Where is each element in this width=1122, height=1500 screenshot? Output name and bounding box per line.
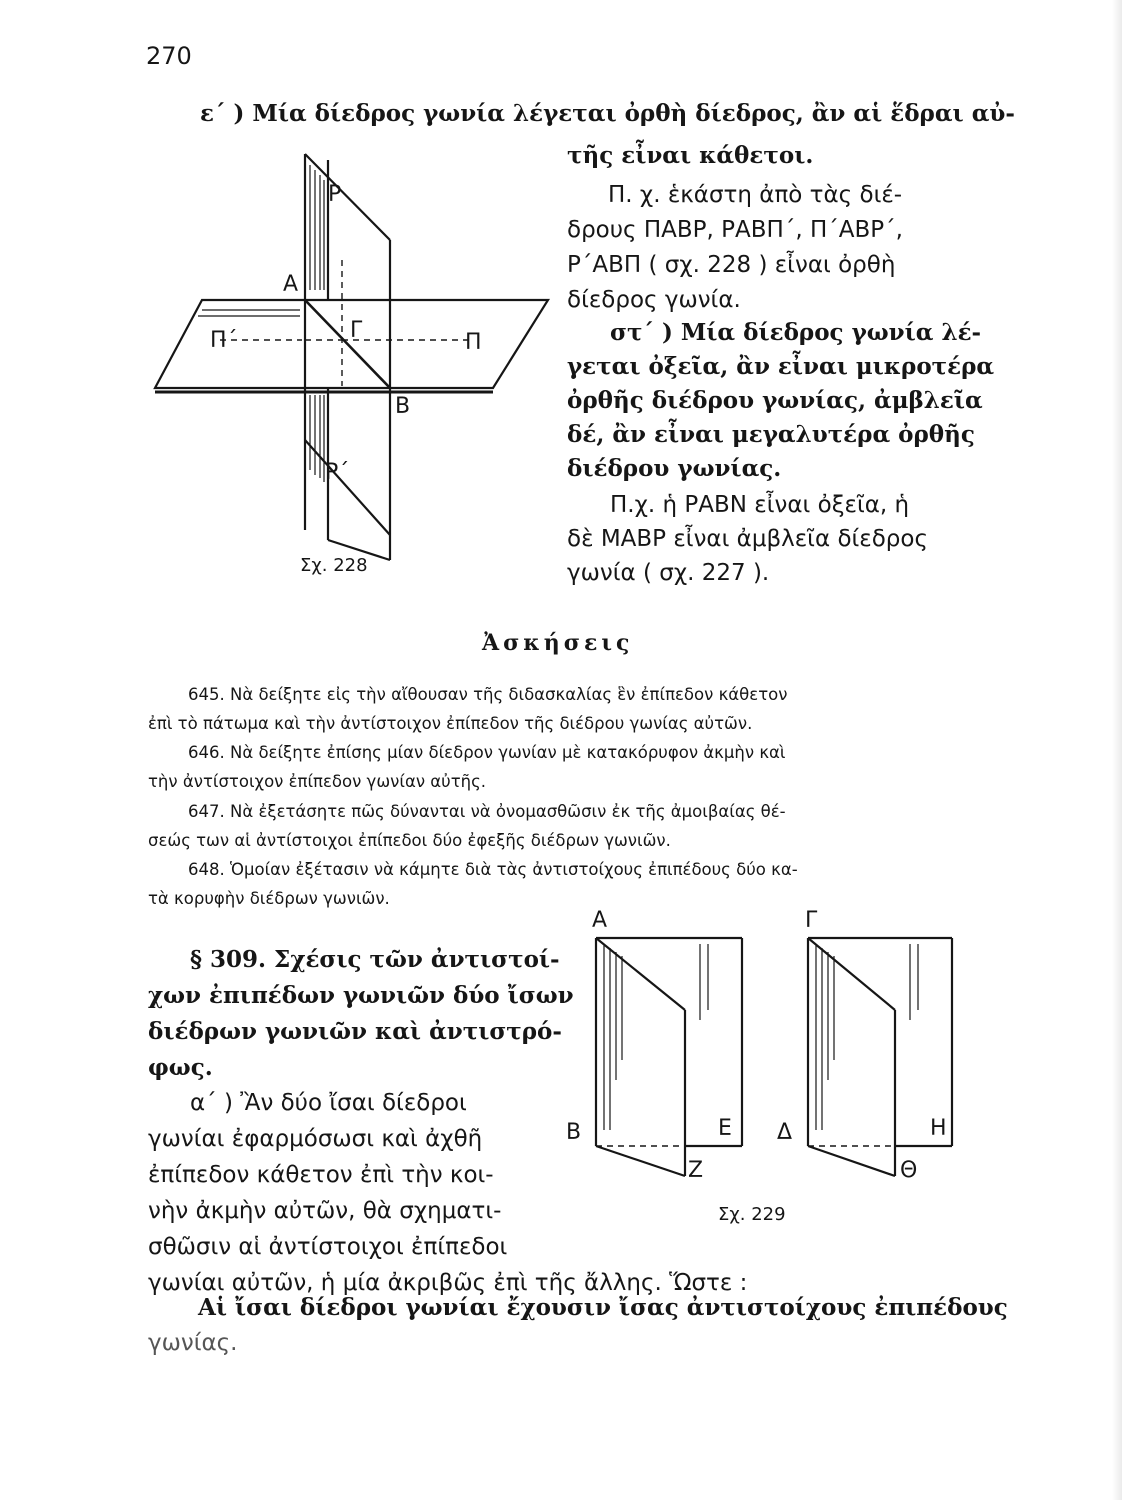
fig229-caption: Σχ. 229: [718, 1204, 786, 1225]
fig228-caption: Σχ. 228: [300, 555, 368, 576]
fig228-label-P-bottom: Ρ΄: [325, 460, 350, 485]
section-309-body-line: γωνίαι αὐτῶν, ἡ μία ἀκριβῶς ἐπὶ τῆς ἄλλης. Ὥστε :: [148, 1270, 748, 1296]
fig229-label-Gamma: Γ: [805, 908, 818, 933]
section-309-conclusion-end: γωνίας.: [148, 1330, 238, 1356]
example-e-line: δρους ΠΑΒΡ, ΡΑΒΠ΄, Π΄ΑΒΡ΄,: [567, 217, 903, 243]
exercise-line: 645. Νὰ δείξητε εἰς τὴν αἴθουσαν τῆς διδασκαλίας ἓν ἐπίπεδον κάθετον: [188, 685, 788, 704]
section-309-body-line: σθῶσιν αἱ ἀντίστοιχοι ἐπίπεδοι: [148, 1234, 508, 1260]
exercise-line: τὰ κορυφὴν διέδρων γωνιῶν.: [148, 889, 390, 908]
para-st-line: δέ, ἂν εἶναι μεγαλυτέρα ὀρθῆς: [567, 421, 975, 448]
example-e-line: Π. χ. ἑκάστη ἀπὸ τὰς διέ-: [608, 182, 903, 208]
section-309-title-line: φως.: [148, 1054, 213, 1081]
para-st-line: στ΄ ) Μία δίεδρος γωνία λέ-: [610, 319, 982, 346]
para-st-line: διέδρου γωνίας.: [567, 455, 782, 482]
section-309-body-line: ἐπίπεδον κάθετον ἐπὶ τὴν κοι-: [148, 1162, 494, 1188]
fig228-label-A: Α: [283, 272, 299, 297]
exercise-line: ἐπὶ τὸ πάτωμα καὶ τὴν ἀντίστοιχον ἐπίπεδον τῆς διέδρου γωνίας αὐτῶν.: [148, 714, 753, 733]
fig228-label-Gamma: Γ: [350, 318, 363, 343]
section-309-title-line: χων ἐπιπέδων γωνιῶν δύο ἴσων: [148, 982, 574, 1009]
page-edge-shadow: [1112, 0, 1122, 1500]
figure-229: [580, 930, 980, 1190]
exercise-line: 648. Ὁμοίαν ἐξέτασιν νὰ κάμητε διὰ τὰς ἀντιστοίχους ἐπιπέδους δύο κα-: [188, 860, 798, 879]
fig228-label-Pi-right: Π: [465, 330, 482, 355]
exercise-line: τὴν ἀντίστοιχον ἐπίπεδον γωνίαν αὐτῆς.: [148, 772, 487, 791]
example-st-line: γωνία ( σχ. 227 ).: [567, 560, 770, 586]
fig229-label-Delta: Δ: [777, 1120, 793, 1145]
fig229-label-Z: Ζ: [688, 1158, 704, 1183]
figure-228: [150, 140, 560, 580]
section-309-body-line: νὴν ἀκμὴν αὐτῶν, θὰ σχηματι-: [148, 1198, 502, 1224]
section-309-conclusion: Αἱ ἴσαι δίεδροι γωνίαι ἔχουσιν ἴσας ἀντιστοίχους ἐπιπέδους: [198, 1294, 1008, 1321]
para-st-line: γεται ὀξεῖα, ἂν εἶναι μικροτέρα: [567, 353, 995, 380]
exercise-line: σεώς των αἱ ἀντίστοιχοι ἐπίπεδοι δύο ἐφεξῆς διέδρων γωνιῶν.: [148, 831, 671, 850]
para-e-line-1: ε΄ ) Μία δίεδρος γωνία λέγεται ὀρθὴ δίεδρος, ἂν αἱ ἕδραι αὐ-: [200, 100, 1015, 127]
fig229-label-E: Ε: [718, 1116, 732, 1141]
fig228-label-B: Β: [395, 394, 411, 419]
example-e-line: Ρ΄ΑΒΠ ( σχ. 228 ) εἶναι ὀρθὴ: [567, 252, 896, 278]
fig229-label-A: Α: [592, 908, 608, 933]
example-st-line: δὲ ΜΑΒΡ εἶναι ἀμβλεῖα δίεδρος: [567, 526, 928, 552]
fig229-label-Theta: Θ: [900, 1158, 918, 1183]
fig229-label-H: Η: [930, 1116, 947, 1141]
para-st-line: ὀρθῆς διέδρου γωνίας, ἀμβλεῖα: [567, 387, 983, 414]
exercise-line: 646. Νὰ δείξητε ἐπίσης μίαν δίεδρον γωνίαν μὲ κατακόρυφον ἀκμὴν καὶ: [188, 743, 786, 762]
page-number: 270: [146, 42, 192, 70]
section-309-body-line: α΄ ) Ἂν δύο ἴσαι δίεδροι: [190, 1090, 467, 1116]
example-st-line: Π.χ. ἡ ΡΑΒΝ εἶναι ὀξεῖα, ἡ: [610, 492, 910, 518]
fig228-label-Pi-left: Π΄: [210, 328, 238, 353]
section-309-title-line: § 309. Σχέσις τῶν ἀντιστοί-: [190, 946, 560, 973]
fig228-label-P-top: Ρ: [328, 182, 342, 207]
example-e-line: δίεδρος γωνία.: [567, 287, 741, 313]
para-e-line-2: τῆς εἶναι κάθετοι.: [567, 142, 814, 169]
exercise-line: 647. Νὰ ἐξετάσητε πῶς δύνανται νὰ ὀνομασθῶσιν ἐκ τῆς ἀμοιβαίας θέ-: [188, 802, 786, 821]
section-309-title-line: διέδρων γωνιῶν καὶ ἀντιστρό-: [148, 1018, 562, 1045]
fig229-label-B: Β: [566, 1120, 582, 1145]
section-309-body-line: γωνίαι ἐφαρμόσωσι καὶ ἀχθῆ: [148, 1126, 483, 1152]
edge-AB: [305, 300, 390, 388]
exercises-heading: Ἀσκήσεις: [482, 630, 634, 656]
